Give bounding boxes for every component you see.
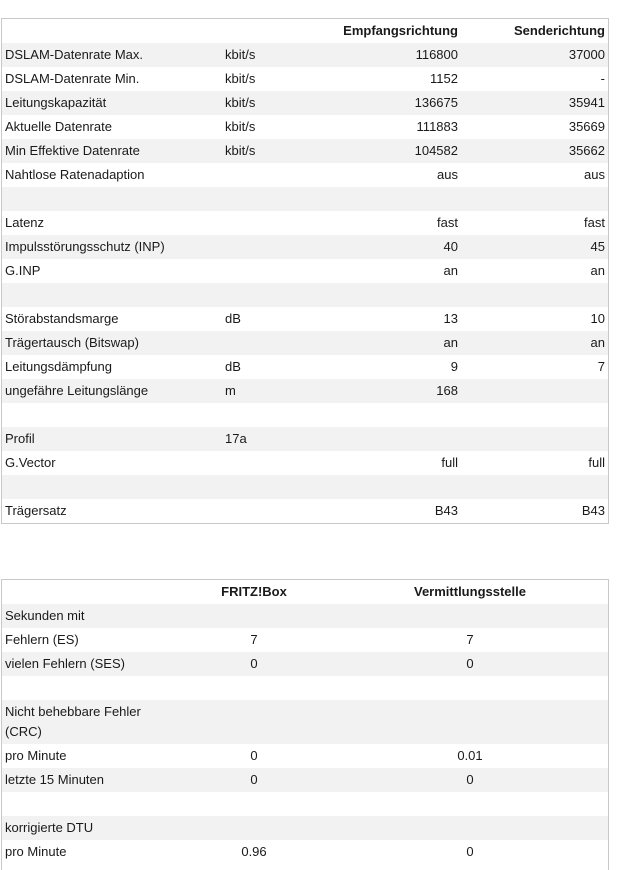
table-row	[2, 307, 608, 331]
row-label: Trägersatz	[5, 503, 67, 518]
row-downstream: full	[441, 455, 458, 470]
row-label: Aktuelle Datenrate	[5, 119, 112, 134]
row-upstream: 45	[590, 239, 605, 254]
row-unit: kbit/s	[225, 143, 256, 158]
row-label: Nahtlose Ratenadaption	[5, 167, 145, 182]
table-row	[2, 816, 608, 840]
row-exchange-value: 0.01	[457, 748, 483, 763]
table-row	[2, 355, 608, 379]
row-label: Nicht behebbare Fehler (CRC)	[5, 704, 141, 739]
row-label: G.INP	[5, 263, 41, 278]
table-row-spacer	[2, 187, 608, 211]
row-label: Impulsstörungsschutz (INP)	[5, 239, 165, 254]
table-row	[2, 43, 608, 67]
row-label: Fehlern (ES)	[5, 632, 79, 647]
row-downstream: aus	[437, 167, 458, 182]
error-statistics-table	[1, 579, 609, 870]
row-label: pro Minute	[5, 844, 67, 859]
row-exchange-value	[372, 700, 568, 702]
row-downstream: an	[443, 263, 458, 278]
table-row	[2, 427, 608, 451]
header-upstream: Senderichtung	[513, 23, 605, 38]
row-unit: kbit/s	[225, 95, 256, 110]
row-downstream: an	[443, 335, 458, 350]
row-label: korrigierte DTU	[5, 820, 94, 835]
table-row	[2, 235, 608, 259]
row-label: Störabstandsmarge	[5, 311, 119, 326]
row-label: Sekunden mit	[5, 608, 85, 623]
row-unit: dB	[225, 311, 241, 326]
table-row	[2, 379, 608, 403]
row-upstream: full	[588, 455, 605, 470]
header-downstream: Empfangsrichtung	[343, 23, 458, 38]
row-label: Leitungsdämpfung	[5, 359, 112, 374]
row-downstream: 104582	[414, 143, 458, 158]
row-unit: kbit/s	[225, 47, 256, 62]
row-label: vielen Fehlern (SES)	[5, 656, 125, 671]
table-row	[2, 259, 608, 283]
table-row	[2, 604, 608, 628]
table-row	[2, 628, 608, 652]
table-row	[2, 652, 608, 676]
row-upstream: 37000	[568, 47, 605, 62]
table-row	[2, 840, 608, 864]
table-row	[2, 67, 608, 91]
table-row-spacer	[2, 792, 608, 816]
row-upstream: B43	[581, 503, 605, 518]
row-upstream: -	[600, 71, 605, 86]
row-exchange-value: 0	[466, 844, 474, 859]
table-row	[2, 91, 608, 115]
row-upstream: aus	[584, 167, 605, 182]
table-row-spacer	[2, 403, 608, 427]
row-downstream: B43	[434, 503, 458, 518]
row-fritzbox-value: 0	[250, 772, 258, 787]
table-row	[2, 451, 608, 475]
row-fritzbox-value: 0.96	[241, 844, 267, 859]
row-downstream: 9	[450, 359, 458, 374]
row-label: Leitungskapazität	[5, 95, 107, 110]
row-label: G.Vector	[5, 455, 56, 470]
table-row	[2, 499, 608, 523]
table-row	[2, 211, 608, 235]
row-label: Min Effektive Datenrate	[5, 143, 140, 158]
row-downstream: 168	[436, 383, 458, 398]
row-downstream: 136675	[414, 95, 458, 110]
row-label: letzte 15 Minuten	[5, 772, 105, 787]
row-label: Latenz	[5, 215, 45, 230]
row-fritzbox-value: 0	[250, 748, 258, 763]
row-exchange-value: 0	[466, 772, 474, 787]
row-fritzbox-value: 7	[250, 632, 258, 647]
table-row	[2, 163, 608, 187]
row-upstream: 35662	[568, 143, 605, 158]
row-label: DSLAM-Datenrate Max.	[5, 47, 143, 62]
table-header	[2, 580, 608, 604]
row-downstream: 40	[443, 239, 458, 254]
row-downstream: 111883	[416, 119, 458, 134]
table-row	[2, 744, 608, 768]
row-label: DSLAM-Datenrate Min.	[5, 71, 140, 86]
row-downstream: 116800	[415, 47, 458, 62]
row-fritzbox-value: 0	[250, 656, 258, 671]
row-upstream: 35941	[568, 95, 605, 110]
row-upstream: 7	[597, 359, 605, 374]
table-header	[2, 19, 608, 43]
row-label: Trägertausch (Bitswap)	[5, 335, 139, 350]
row-unit: dB	[225, 359, 241, 374]
row-downstream: 1152	[430, 71, 458, 86]
dsl-line-table	[1, 18, 609, 524]
row-downstream: 13	[443, 311, 458, 326]
table-row-spacer	[2, 475, 608, 499]
table-row	[2, 768, 608, 792]
row-fritzbox-value	[182, 700, 326, 702]
table-row	[2, 700, 608, 744]
row-upstream: an	[590, 335, 605, 350]
header-fritzbox: FRITZ!Box	[221, 584, 287, 599]
row-label: pro Minute	[5, 748, 67, 763]
row-unit: kbit/s	[225, 71, 256, 86]
row-unit: m	[225, 383, 236, 398]
row-downstream: fast	[437, 215, 458, 230]
row-upstream: 35669	[568, 119, 605, 134]
table-row	[2, 331, 608, 355]
row-label: Profil	[5, 431, 35, 446]
row-label: ungefähre Leitungslänge	[5, 383, 149, 398]
row-upstream: fast	[584, 215, 605, 230]
row-exchange-value: 7	[466, 632, 474, 647]
header-exchange: Vermittlungsstelle	[414, 584, 526, 599]
table-row	[2, 139, 608, 163]
table-row-spacer	[2, 676, 608, 700]
row-upstream: 10	[590, 311, 605, 326]
row-unit: kbit/s	[225, 119, 256, 134]
row-exchange-value: 0	[466, 656, 474, 671]
row-upstream: an	[590, 263, 605, 278]
row-unit: 17a	[225, 431, 247, 446]
table-row-spacer	[2, 283, 608, 307]
table-row	[2, 115, 608, 139]
